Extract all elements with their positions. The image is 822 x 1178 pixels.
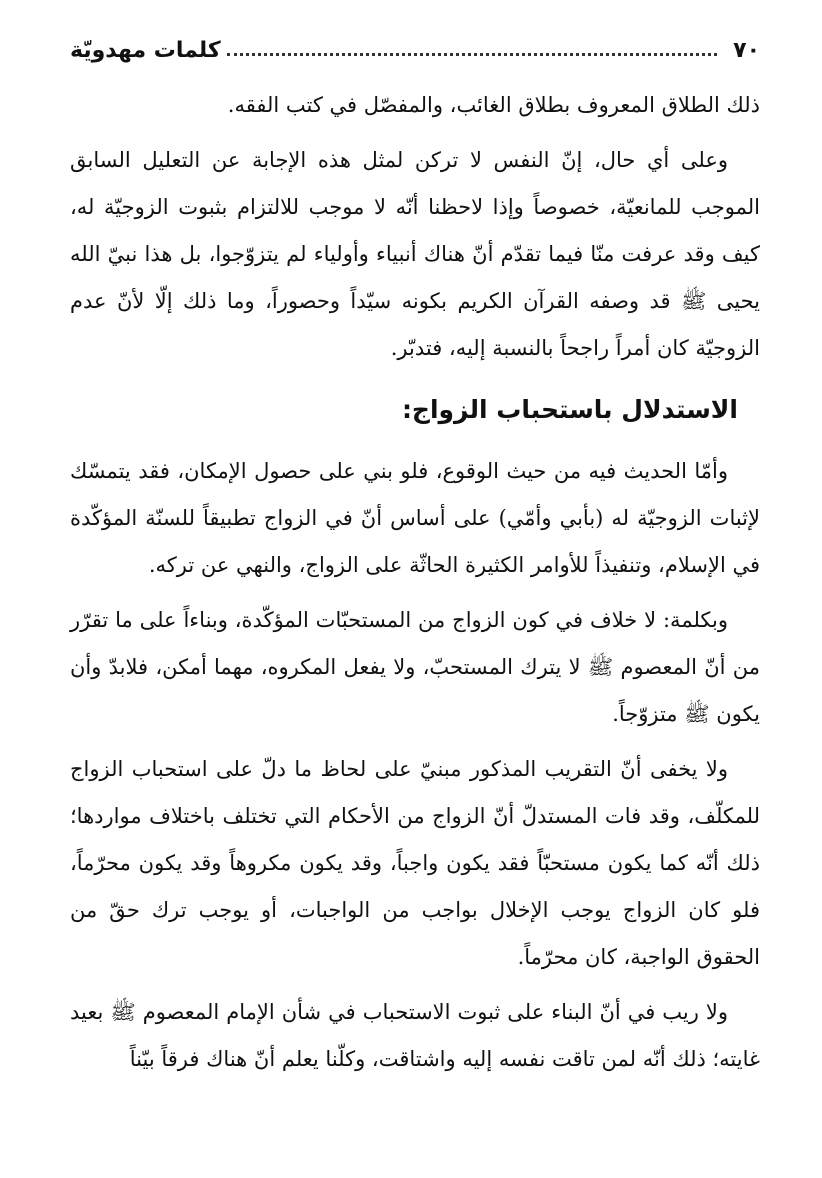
paragraph: ذلك الطلاق المعروف بطلاق الغائب، والمفصّل في كتب الفقه. [227, 93, 760, 117]
dotted-leader [227, 53, 717, 56]
book-page [70, 28, 760, 1083]
body-text [70, 82, 760, 1083]
paragraph: وعلى أي حال، إنّ النفس لا تركن لمثل هذه الإجابة عن التعليل السابق الموجب للمانعيّة، خصوصاً وإذا لاحظنا أنّه لا موجب للالتزام بثبوت الزوجيّة له، كيف وقد عرفت منّا فيما تقدّم أنّ هناك أنبياء وأولياء لم يتزوّجوا، بل هذا نبيّ الله يحيى ﷺ قد وصفه القرآن الكريم بكونه سيّداً وحصوراً، وما ذلك إلّا لأنّ عدم الزوجيّة كان أمراً راجحاً بالنسبة إليه، فتدبّر. [70, 148, 760, 360]
page-header [70, 28, 760, 72]
paragraph: ولا يخفى أنّ التقريب المذكور مبنيّ على لحاظ ما دلّ على استحباب الزواج للمكلّف، وقد فات المستدلّ أنّ الزواج من الأحكام التي تختلف باختلاف مواردها؛ ذلك أنّه كما يكون مستحبّاً فقد يكون واجباً، وقد يكون مكروهاً وقد يكون محرّماً، فلو كان الزواج يوجب الإخلال بواجب من الواجبات، أو يوجب ترك حقّ من الحقوق الواجبة، كان محرّماً. [70, 757, 760, 969]
paragraph: ولا ريب في أنّ البناء على ثبوت الاستحباب في شأن الإمام المعصوم ﷺ بعيد غايته؛ ذلك أنّه لمن تاقت نفسه إليه واشتاقت، وكلّنا يعلم أنّ هناك فرقاً بيّناً [70, 1000, 760, 1071]
section-heading: الاستدلال باستحباب الزواج: [401, 395, 738, 424]
paragraph: وبكلمة: لا خلاف في كون الزواج من المستحبّات المؤكّدة، وبناءاً على ما تقرّر من أنّ المعصوم ﷺ لا يترك المستحبّ، ولا يفعل المكروه، مهما أمكن، فلابدّ وأن يكون ﷺ متزوّجاً. [70, 608, 760, 726]
page-number: ٧٠ [733, 37, 760, 63]
paragraph: وأمّا الحديث فيه من حيث الوقوع، فلو بني على حصول الإمكان، فقد يتمسّك لإثبات الزوجيّة له (بأبي وأمّي) على أساس أنّ في الزواج تطبيقاً للسنّة المؤكّدة في الإسلام، وتنفيذاً للأوامر الكثيرة الحاثّة على الزواج، والنهي عن تركه. [70, 459, 760, 577]
running-title: كلمات مهدويّة [70, 37, 221, 63]
